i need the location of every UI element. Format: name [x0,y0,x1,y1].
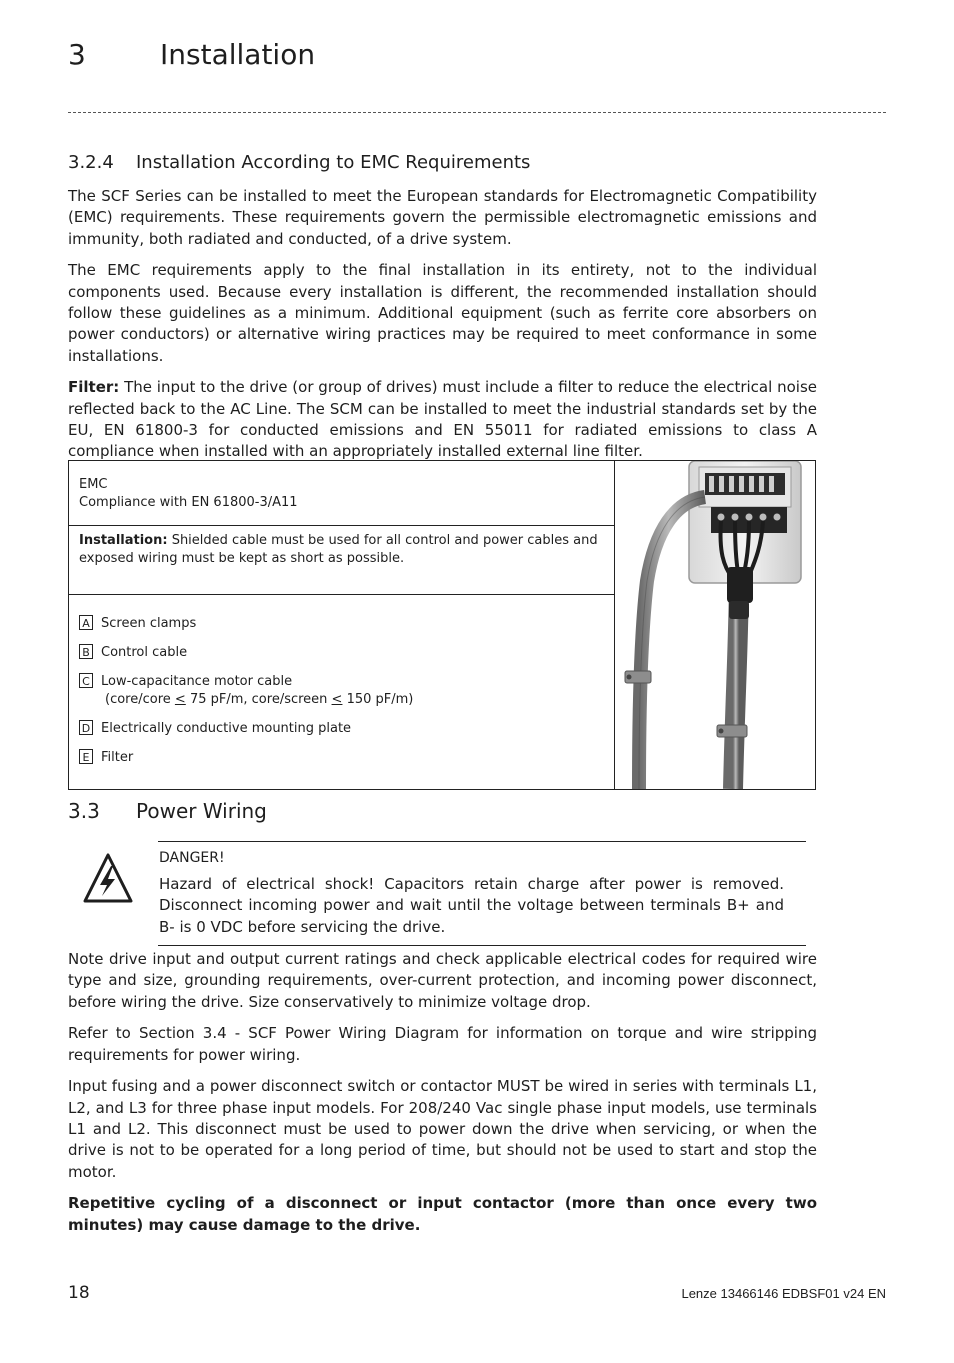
filter-text: The input to the drive (or group of drives) must include a filter to reduce the electrical noise reflected back to the AC Line. The SCM can be installed to meet the industrial standards set by the EU, EN 61800-3 for conducted emissions and EN 55011 for radiated emissions to class A compliance when installed with an appropriately installed external line filter. [68,378,817,461]
chapter-number: 3 [68,38,86,71]
section-heading-3-3 [68,799,817,825]
legend-letter: D [79,720,93,735]
emc-title: EMC [79,477,108,492]
emc-table-text-column [69,461,615,789]
section-3-3-body [68,949,817,1247]
legend-item [79,673,604,709]
installation-text: Shielded cable must be used for all control and power cables and exposed wiring must be kept as short as possible. [79,533,598,566]
installation-label: Installation: [79,533,168,548]
section-3-2-4-body [68,186,817,473]
legend-letter: A [79,615,93,630]
bold-note: Repetitive cycling of a disconnect or input contactor (more than once every two minutes) may cause damage to the drive. [68,1194,817,1234]
subtext-part: 150 pF/m) [342,692,414,707]
section-title: Power Wiring [136,799,267,823]
legend-item [79,749,604,767]
legend-text: Screen clamps [101,616,197,631]
paragraph: Refer to Section 3.4 - SCF Power Wiring Diagram for information on torque and wire stripping requirements for power wiring. [68,1024,817,1064]
installation-cell [69,526,614,595]
danger-title: DANGER! [159,850,225,866]
drive-installation-photo [615,461,815,789]
filter-paragraph [68,377,817,462]
chapter-title: Installation [160,38,316,71]
emc-table [68,460,816,790]
paragraph: The EMC requirements apply to the final installation in its entirety, not to the individual components used. Because every installation is different, the recommended installation should follow these guidelines as a minimum. Additional equipment (such as ferrite core absorbers on power conductors) or alternative wiring practices may be required to meet conformance in some installations. [68,261,817,365]
danger-text: Hazard of electrical shock! Capacitors retain charge after power is removed. Disconnect incoming power and wait until the voltage between terminals B+ and B- is 0 VDC before servicing the drive. [159,875,784,936]
subtext-part: 75 pF/m, core/screen [185,692,332,707]
subtext-part: (core/core [105,692,175,707]
legend-text: Filter [101,750,134,765]
legend-text: Electrically conductive mounting plate [101,721,352,736]
less-equal-sign: < [174,692,186,707]
section-title: Installation According to EMC Requirements [136,152,531,173]
high-voltage-warning-icon [82,852,134,904]
filter-label: Filter: [68,378,120,397]
paragraph: Input fusing and a power disconnect switch or contactor MUST be wired in series with terminals L1, L2, and L3 for three phase input models. For 208/240 Vac single phase input models, use terminals L1 and L2. This disconnect must be used to power down the drive when servicing, or when the drive is not to be operated for a long period of time, but should not be used to start and stop the motor. [68,1077,817,1181]
danger-notice [158,841,806,946]
legend-text: Control cable [101,645,188,660]
legend-item [79,644,604,662]
section-number: 3.2.4 [68,152,114,173]
page-number: 18 [68,1283,90,1303]
drive-installation-illustration [615,461,815,789]
emc-subtitle: Compliance with EN 61800-3/A11 [79,495,298,510]
emc-title-cell [69,461,614,526]
paragraph: Note drive input and output current ratings and check applicable electrical codes for required wire type and size, grounding requirements, over-current protection, and incoming power disconnect, before wiring the drive. Size conservatively to minimize voltage drop. [68,950,817,1011]
paragraph: The SCF Series can be installed to meet the European standards for Electromagnetic Compatibility (EMC) requirements. These requirements govern the permissible electromagnetic emissions and immunity, both radiated and conducted, of a drive system. [68,187,817,248]
section-heading-3-2-4 [68,152,817,176]
document-id: Lenze 13466146 EDBSF01 v24 EN [681,1286,886,1301]
legend-text: Low-capacitance motor cable [101,674,293,689]
legend-letter: B [79,644,93,659]
legend-item [79,615,604,633]
legend-cell [69,595,614,789]
legend-letter: C [79,673,93,688]
legend-item [79,720,604,738]
section-number: 3.3 [68,799,100,823]
less-equal-sign: < [331,692,343,707]
legend-letter: E [79,749,93,764]
header-divider [68,112,886,113]
legend-subtext [101,691,604,709]
